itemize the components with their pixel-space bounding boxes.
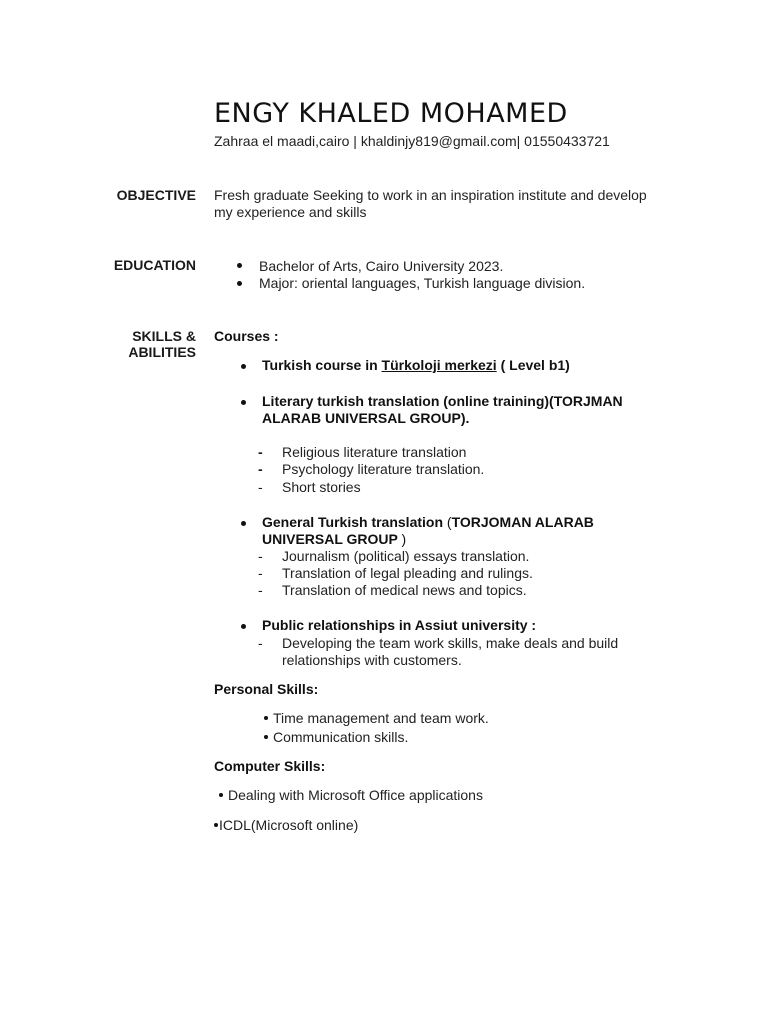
course-4-sub [282,635,618,669]
bullet-icon [241,624,246,629]
contact-line: Zahraa el maadi,cairo | khaldinjy819@gmail.com| 01550433721 [214,133,610,149]
course-1-institute-link: Türkoloji merkezi [381,357,497,373]
personal-skill-2: Communication skills. [273,729,409,745]
course-1 [262,357,570,374]
bullet-icon [237,281,242,286]
course-4-sub-line-1: Developing the team work skills, make deals and build [282,635,619,651]
bullet-icon [237,263,242,268]
skills-label-1: SKILLS & [132,328,196,344]
objective-label: OBJECTIVE [116,187,196,203]
education-item-1: Bachelor of Arts, Cairo University 2023. [259,258,504,274]
course-2-sub-2: Psychology literature translation. [282,461,485,477]
course-2 [262,393,623,427]
bullet-icon [241,400,246,405]
dash-marker: - [258,582,263,598]
course-4-title: Public relationships in Assiut university : [262,617,537,633]
course-2-sub-1: Religious literature translation [282,444,467,460]
dash-marker: - [258,548,263,564]
skills-label-2: ABILITIES [128,344,196,360]
computer-skill-1: Dealing with Microsoft Office applications [228,787,483,803]
objective-line-1: Fresh graduate Seeking to work in an inspiration institute and develop [214,187,647,203]
course-3-line-1 [262,514,594,531]
dash-marker: - [258,444,263,460]
course-2-line-2: ALARAB UNIVERSAL GROUP). [262,410,470,426]
bullet-icon [241,364,246,369]
objective-line-2: my experience and skills [214,204,367,220]
candidate-name: ENGY KHALED MOHAMED [214,98,568,129]
course-3-org-part2: UNIVERSAL GROUP [262,531,402,547]
course-1-suffix: ( Level b1) [496,357,570,373]
personal-skill-1: Time management and team work. [273,710,489,726]
course-3-title: General Turkish translation [262,514,447,530]
personal-skills-heading: Personal Skills: [214,681,319,697]
courses-heading: Courses : [214,328,279,344]
course-3-line-2 [262,531,594,548]
dash-marker: - [258,635,263,651]
bullet-icon [214,823,218,827]
education-label: EDUCATION [113,257,196,273]
dash-marker: - [258,461,263,477]
computer-skills-heading: Computer Skills: [214,758,326,774]
course-3-org-part1: TORJOMAN ALARAB [451,514,594,530]
course-3-paren-close: ) [401,531,407,547]
course-2-sub-3: Short stories [282,479,361,495]
bullet-icon [264,716,268,720]
course-1-prefix: Turkish course in [262,357,382,373]
course-3 [262,514,594,548]
course-3-paren-open: ( [446,514,452,530]
dash-marker: - [258,479,263,495]
education-item-2: Major: oriental languages, Turkish language division. [259,275,586,291]
bullet-icon [241,521,246,526]
computer-skill-2: ICDL(Microsoft online) [219,817,359,833]
course-2-line-1: Literary turkish translation (online training)(TORJMAN [262,393,623,409]
course-3-sub-3: Translation of medical news and topics. [282,582,527,598]
course-3-sub-2: Translation of legal pleading and rulings. [282,565,533,581]
course-4-sub-line-2: relationships with customers. [282,652,462,668]
objective-text [214,187,647,221]
course-3-sub-1: Journalism (political) essays translation. [282,548,530,564]
dash-marker: - [258,565,263,581]
bullet-icon [264,735,268,739]
bullet-icon [219,793,223,797]
